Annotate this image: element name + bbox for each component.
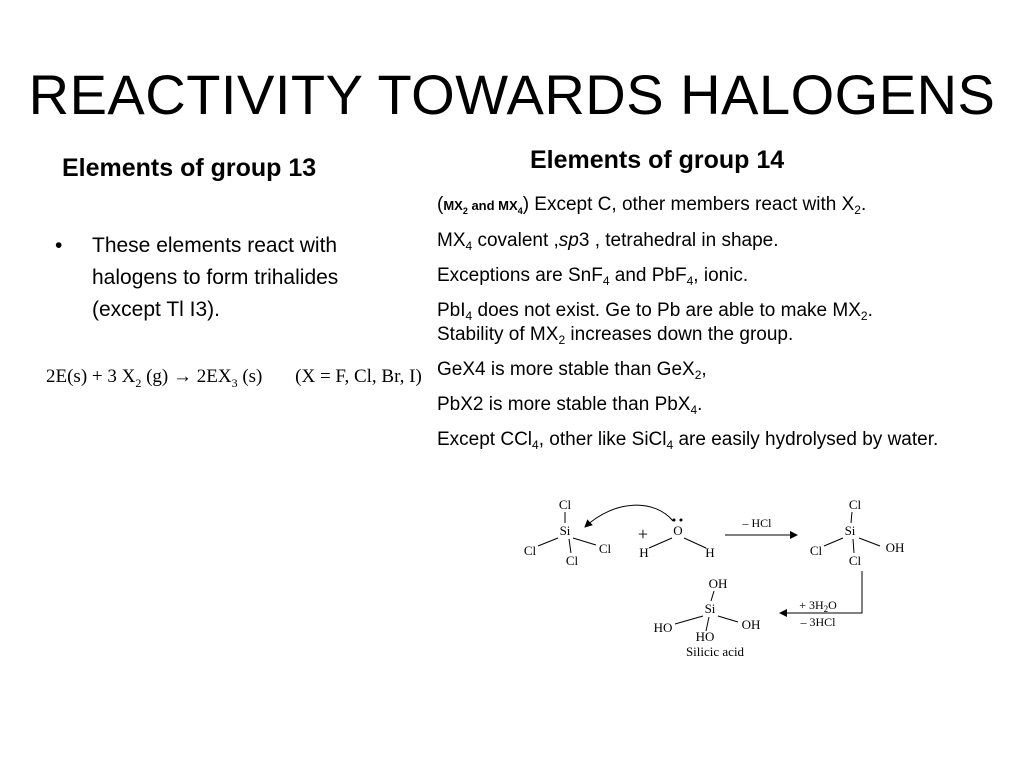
product1-cl-top: Cl bbox=[848, 497, 862, 512]
group14-line-3: Exceptions are SnF$_4$ and PbF$_4$, ionic. bbox=[437, 265, 749, 288]
group14-line-2: $MX_4$ covalent ,sp3 , tetrahedral in shape. bbox=[437, 230, 779, 253]
product1-si: Si bbox=[844, 523, 856, 538]
water-h-left: H bbox=[639, 545, 649, 560]
group14-line-7: Except CCl$_4$, other like SiCl$_4$ are easily hydrolysed by water. bbox=[437, 429, 939, 452]
bullet-marker: • bbox=[55, 234, 63, 257]
product1-cl-left: Cl bbox=[809, 543, 823, 558]
plus-sign: + bbox=[637, 524, 649, 544]
group14-line-4: PbI$_4$ does not exist. Ge to Pb are able to make $MX_2$. Stability of $MX_2$ increases down the group. bbox=[437, 300, 873, 347]
product1-cl-bottom: Cl bbox=[848, 553, 862, 568]
group14-line-5: GeX4 is more stable than GeX$_2$, bbox=[437, 359, 707, 382]
silicic-oh-top: OH bbox=[708, 576, 728, 591]
bond-sa-left bbox=[675, 616, 703, 624]
group13-heading: Elements of group 13 bbox=[62, 154, 317, 182]
group14-text-block bbox=[437, 193, 1012, 463]
hydrolysis-reaction-diagram bbox=[510, 495, 930, 660]
bond-p1-bottom bbox=[853, 539, 854, 553]
bond-sicl4-bottom bbox=[569, 539, 571, 553]
silicic-oh-right: OH bbox=[741, 617, 761, 632]
bond-sicl4-right bbox=[573, 538, 596, 545]
bond-water-left bbox=[649, 538, 672, 548]
product1-oh: OH bbox=[885, 540, 905, 555]
sicl4-cl-bottom: Cl bbox=[565, 553, 579, 568]
silicic-ho-bottom: HO bbox=[695, 629, 715, 644]
slide-title: REACTIVITY TOWARDS HALOGENS bbox=[28, 63, 996, 126]
group14-heading: Elements of group 14 bbox=[530, 146, 785, 174]
group14-line-6: PbX2 is more stable than PbX$_4$. bbox=[437, 394, 703, 417]
bond-sa-top bbox=[711, 591, 714, 601]
bond-p1-left bbox=[824, 538, 843, 546]
step2-label-2: – 3HCl bbox=[800, 615, 836, 629]
silicic-acid-label: Silicic acid bbox=[685, 644, 745, 659]
trihalide-equation: 2E(s) + 3 $X_2$ $(g) \to 2EX_3$ (s) (X = F, Cl, Br, I) bbox=[46, 366, 422, 390]
water-h-right: H bbox=[705, 545, 715, 560]
sicl4-cl-left: Cl bbox=[523, 543, 537, 558]
equation-condition: (X = F, Cl, Br, I) bbox=[295, 366, 422, 387]
lone-pair-dot bbox=[680, 519, 682, 521]
group14-line-1: ($MX_2$ and $MX_4$) Except C, other members react with $X_2$. bbox=[437, 194, 867, 217]
bond-water-right bbox=[684, 538, 706, 548]
silicic-si: Si bbox=[704, 601, 716, 616]
sicl4-si: Si bbox=[559, 523, 571, 538]
sicl4-cl-right: Cl bbox=[598, 541, 612, 556]
bond-p1-top bbox=[851, 512, 852, 523]
nucleophilic-attack-arrow bbox=[585, 505, 673, 527]
water-oxygen: O bbox=[673, 523, 683, 538]
group13-bullet-text: These elements react with halogens to form trihalides (except Tl I3). bbox=[92, 234, 339, 321]
sicl4-cl-top: Cl bbox=[558, 497, 572, 512]
bond-sicl4-left bbox=[538, 538, 558, 546]
bond-sa-right bbox=[718, 616, 738, 622]
bond-p1-right bbox=[859, 538, 880, 546]
step1-label: – HCl bbox=[742, 516, 772, 530]
step2-label: + $3H_2O$ bbox=[799, 598, 837, 614]
silicic-ho-left: HO bbox=[653, 620, 673, 635]
group13-bullet bbox=[55, 230, 400, 326]
